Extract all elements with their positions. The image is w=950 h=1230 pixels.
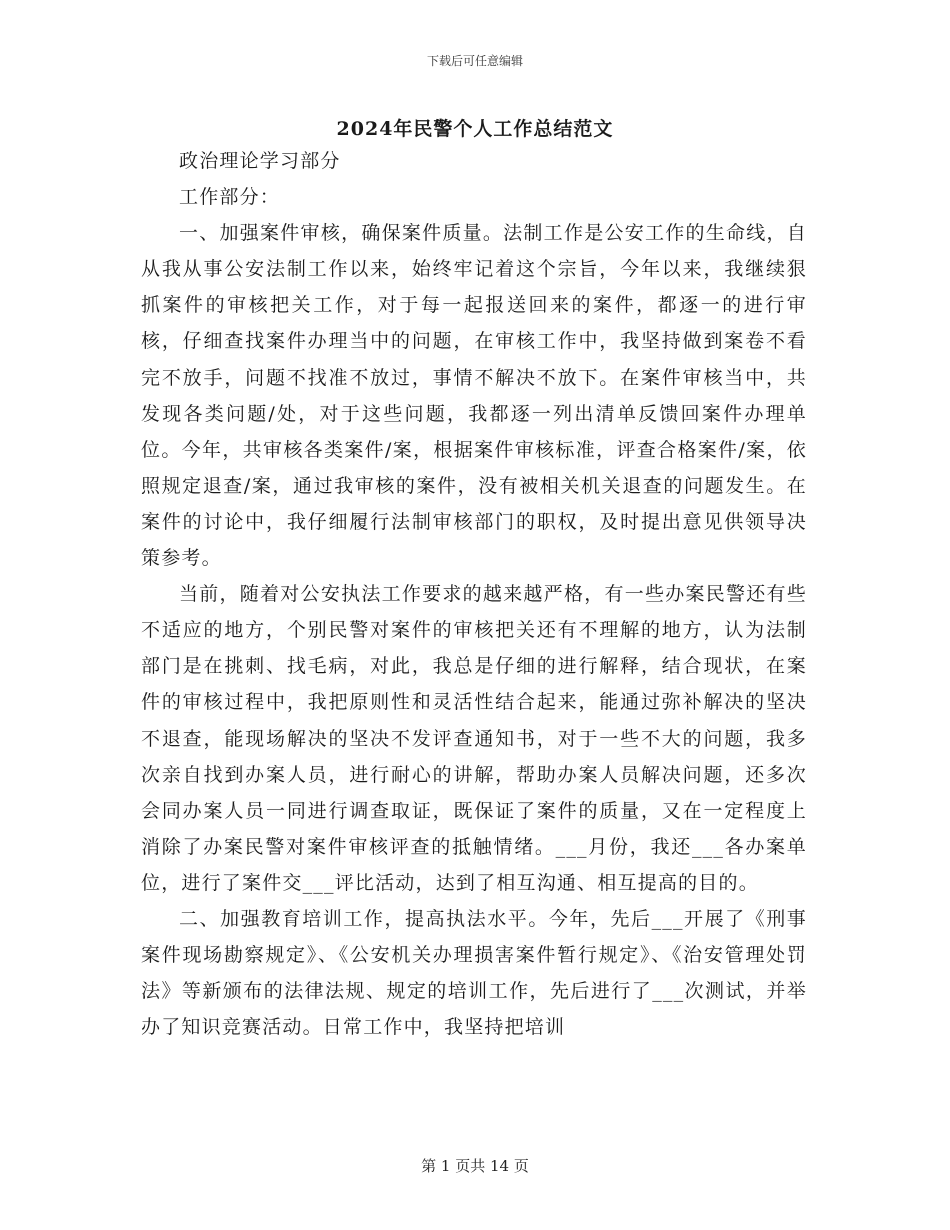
document-title: 2024年民警个人工作总结范文 bbox=[336, 118, 614, 140]
section-heading-political-study: 政治理论学习部分 bbox=[179, 150, 341, 172]
page-header-note: 下载后可任意编辑 bbox=[426, 54, 523, 68]
paragraph-training: 二、加强教育培训工作，提高执法水平。今年，先后___开展了《刑事案件现场勘察规定》、《公安机关办理损害案件暂行规定》、《治安管理处罚法》等新颁布的法律法规、规定的培训工作，先后进行了___次测试，并举办了知识竞赛活动。日常工作中，我坚持把培训 bbox=[141, 907, 807, 1039]
document-body bbox=[141, 143, 807, 1045]
section-heading-work: 工作部分： bbox=[179, 186, 281, 209]
page-number: 第 1 页共 14 页 bbox=[421, 1157, 529, 1175]
paragraph-case-review: 一、加强案件审核，确保案件质量。法制工作是公安工作的生命线，自从我从事公安法制工作以来，始终牢记着这个宗旨，今年以来，我继续狠抓案件的审核把关工作，对于每一起报送回来的案件，都逐一的进行审核，仔细查找案件办理当中的问题，在审核工作中，我坚持做到案卷不看完不放手，问题不找准不放过，事情不解决不放下。在案件审核当中，共发现各类问题/处，对于这些问题，我都逐一列出清单反馈回案件办理单位。今年，共审核各类案件/案，根据案件审核标准，评查合格案件/案，依照规定退查/案，通过我审核的案件，没有被相关机关退查的问题发生。在案件的讨论中，我仔细履行法制审核部门的职权，及时提出意见供领导决策参考。 bbox=[141, 222, 807, 570]
paragraph-current-situation: 当前，随着对公安执法工作要求的越来越严格，有一些办案民警还有些不适应的地方，个别民警对案件的审核把关还有不理解的地方，认为法制部门是在挑刺、找毛病，对此，我总是仔细的进行解释，结合现状，在案件的审核过程中，我把原则性和灵活性结合起来，能通过弥补解决的坚决不退查，能现场解决的坚决不发评查通知书，对于一些不大的问题，我多次亲自找到办案人员，进行耐心的讲解，帮助办案人员解决问题，还多次会同办案人员一同进行调查取证，既保证了案件的质量，又在一定程度上消除了办案民警对案件审核评查的抵触情绪。___月份，我还___各办案单位，进行了案件交___评比活动，达到了相互沟通、相互提高的目的。 bbox=[141, 583, 807, 894]
